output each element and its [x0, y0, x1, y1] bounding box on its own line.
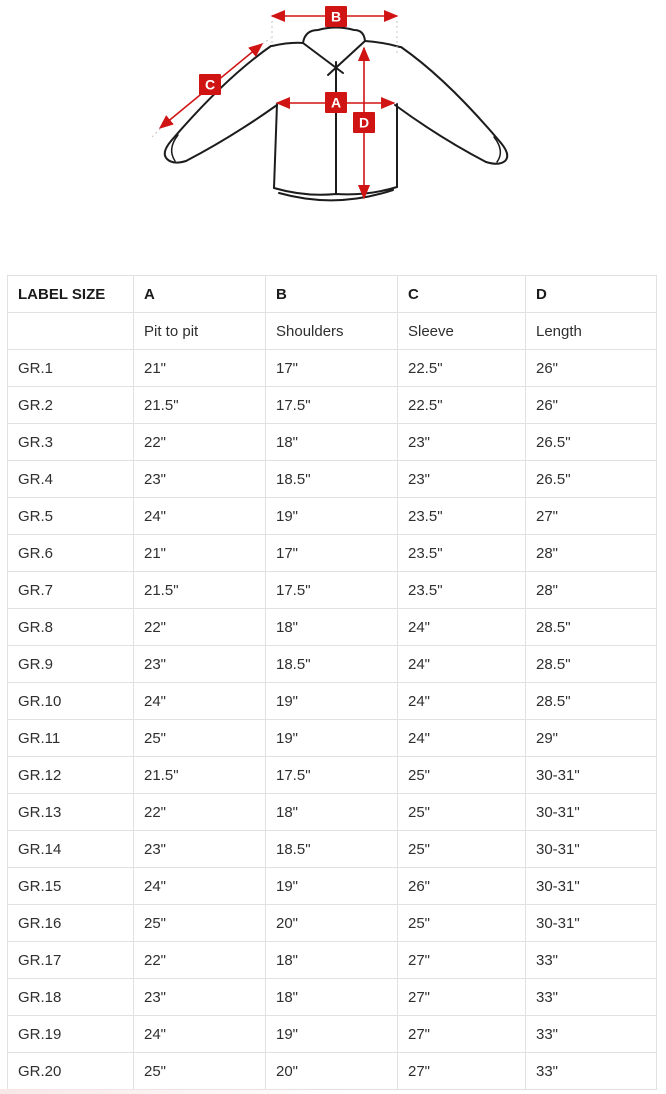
measurement-cell: 28" — [526, 572, 657, 609]
measurement-cell: 25" — [398, 831, 526, 868]
size-label-cell: GR.18 — [8, 979, 134, 1016]
measurement-cell: 21.5" — [134, 572, 266, 609]
measurement-cell: 18.5" — [266, 461, 398, 498]
table-row — [8, 646, 657, 683]
size-table-body — [8, 350, 657, 1090]
header-col-c: C — [398, 276, 526, 313]
size-label-cell: GR.9 — [8, 646, 134, 683]
measurement-cell: 28.5" — [526, 683, 657, 720]
measurement-cell: 28.5" — [526, 646, 657, 683]
measurement-cell: 30-31" — [526, 905, 657, 942]
table-row — [8, 609, 657, 646]
size-label-cell: GR.2 — [8, 387, 134, 424]
size-label-cell: GR.17 — [8, 942, 134, 979]
table-row — [8, 683, 657, 720]
measurement-cell: 26.5" — [526, 424, 657, 461]
measurement-cell: 17.5" — [266, 387, 398, 424]
size-label-cell: GR.14 — [8, 831, 134, 868]
measurement-cell: 25" — [134, 905, 266, 942]
table-row — [8, 1016, 657, 1053]
measurement-cell: 26" — [526, 350, 657, 387]
size-label-cell: GR.20 — [8, 1053, 134, 1090]
measurement-cell: 25" — [398, 794, 526, 831]
measurement-cell: 23" — [398, 461, 526, 498]
table-row — [8, 942, 657, 979]
measure-label-c — [199, 74, 221, 95]
table-header-row — [8, 276, 657, 313]
table-row — [8, 387, 657, 424]
measurement-cell: 19" — [266, 683, 398, 720]
measurement-cell: 23.5" — [398, 572, 526, 609]
measurement-cell: 22" — [134, 609, 266, 646]
size-label-cell: GR.7 — [8, 572, 134, 609]
measure-label-d — [353, 112, 375, 133]
table-row — [8, 498, 657, 535]
measurement-cell: 27" — [398, 942, 526, 979]
measurement-cell: 18" — [266, 609, 398, 646]
measurement-cell: 23.5" — [398, 498, 526, 535]
measurement-cell: 22.5" — [398, 387, 526, 424]
measurement-cell: 24" — [134, 498, 266, 535]
measurement-cell: 33" — [526, 979, 657, 1016]
size-label-cell: GR.15 — [8, 868, 134, 905]
table-row — [8, 572, 657, 609]
table-row — [8, 720, 657, 757]
table-row — [8, 424, 657, 461]
measure-label-b — [325, 6, 347, 27]
subheader-empty-cell — [8, 313, 134, 350]
shirt-outline — [165, 28, 508, 201]
subheader-length: Length — [526, 313, 657, 350]
shirt-measurement-diagram — [0, 0, 666, 275]
measurement-cell: 24" — [398, 683, 526, 720]
svg-text:D: D — [358, 114, 370, 131]
measurement-cell: 28.5" — [526, 609, 657, 646]
header-col-a: A — [134, 276, 266, 313]
svg-text:C: C — [204, 76, 216, 93]
measurement-cell: 24" — [398, 609, 526, 646]
table-row — [8, 350, 657, 387]
measurement-cell: 19" — [266, 720, 398, 757]
measurement-cell: 25" — [134, 720, 266, 757]
measurement-cell: 24" — [134, 1016, 266, 1053]
svg-text:A: A — [330, 94, 342, 111]
size-label-cell: GR.10 — [8, 683, 134, 720]
measurement-cell: 27" — [398, 979, 526, 1016]
measurement-cell: 26" — [526, 387, 657, 424]
measurement-cell: 25" — [398, 757, 526, 794]
measurement-cell: 26" — [398, 868, 526, 905]
measurement-cell: 20" — [266, 905, 398, 942]
header-label-size: LABEL SIZE — [8, 276, 134, 313]
table-row — [8, 794, 657, 831]
measurement-cell: 18" — [266, 942, 398, 979]
subheader-pit-to-pit: Pit to pit — [134, 313, 266, 350]
measurement-cell: 29" — [526, 720, 657, 757]
table-subheader-row — [8, 313, 657, 350]
measurement-cell: 23" — [134, 461, 266, 498]
measurement-cell: 17" — [266, 350, 398, 387]
size-label-cell: GR.12 — [8, 757, 134, 794]
table-row — [8, 461, 657, 498]
table-row — [8, 831, 657, 868]
table-row — [8, 757, 657, 794]
size-label-cell: GR.4 — [8, 461, 134, 498]
measurement-cell: 27" — [526, 498, 657, 535]
measurement-cell: 27" — [398, 1016, 526, 1053]
measurement-cell: 21" — [134, 350, 266, 387]
measurement-cell: 23" — [134, 646, 266, 683]
svg-text:B: B — [330, 8, 342, 25]
measure-label-a — [325, 92, 347, 113]
measurement-cell: 19" — [266, 1016, 398, 1053]
measurement-cell: 30-31" — [526, 794, 657, 831]
table-row — [8, 535, 657, 572]
measurement-cell: 23" — [134, 831, 266, 868]
measurement-cell: 25" — [134, 1053, 266, 1090]
size-label-cell: GR.11 — [8, 720, 134, 757]
header-col-b: B — [266, 276, 398, 313]
measurement-cell: 33" — [526, 942, 657, 979]
table-row — [8, 905, 657, 942]
size-label-cell: GR.19 — [8, 1016, 134, 1053]
measurement-cell: 24" — [398, 720, 526, 757]
measurement-cell: 30-31" — [526, 868, 657, 905]
measurement-cell: 23" — [134, 979, 266, 1016]
measurement-cell: 25" — [398, 905, 526, 942]
size-label-cell: GR.6 — [8, 535, 134, 572]
measurement-cell: 19" — [266, 868, 398, 905]
measurement-cell: 30-31" — [526, 831, 657, 868]
measurement-cell: 21.5" — [134, 757, 266, 794]
measurement-cell: 18.5" — [266, 646, 398, 683]
measurement-cell: 17.5" — [266, 757, 398, 794]
measurement-cell: 17" — [266, 535, 398, 572]
size-label-cell: GR.8 — [8, 609, 134, 646]
measurement-cell: 24" — [134, 868, 266, 905]
table-row — [8, 868, 657, 905]
measurement-cell: 27" — [398, 1053, 526, 1090]
size-label-cell: GR.1 — [8, 350, 134, 387]
measurement-cell: 22" — [134, 942, 266, 979]
size-label-cell: GR.3 — [8, 424, 134, 461]
size-table — [7, 275, 657, 1090]
subheader-shoulders: Shoulders — [266, 313, 398, 350]
measurement-cell: 30-31" — [526, 757, 657, 794]
table-row — [8, 1053, 657, 1090]
measurement-cell: 23" — [398, 424, 526, 461]
measurement-cell: 18" — [266, 424, 398, 461]
header-col-d: D — [526, 276, 657, 313]
measurement-cell: 22" — [134, 424, 266, 461]
measurement-cell: 23.5" — [398, 535, 526, 572]
measurement-cell: 18.5" — [266, 831, 398, 868]
measurement-cell: 21.5" — [134, 387, 266, 424]
measurement-cell: 19" — [266, 498, 398, 535]
measurement-cell: 24" — [134, 683, 266, 720]
measurement-cell: 22" — [134, 794, 266, 831]
measurement-cell: 21" — [134, 535, 266, 572]
size-label-cell: GR.5 — [8, 498, 134, 535]
measurement-cell: 24" — [398, 646, 526, 683]
measurement-cell: 26.5" — [526, 461, 657, 498]
measurement-cell: 18" — [266, 794, 398, 831]
subheader-sleeve: Sleeve — [398, 313, 526, 350]
size-label-cell: GR.16 — [8, 905, 134, 942]
measurement-cell: 28" — [526, 535, 657, 572]
measurement-cell: 33" — [526, 1053, 657, 1090]
measurement-cell: 20" — [266, 1053, 398, 1090]
measurement-cell: 22.5" — [398, 350, 526, 387]
measurement-cell: 33" — [526, 1016, 657, 1053]
measurement-cell: 18" — [266, 979, 398, 1016]
measurement-cell: 17.5" — [266, 572, 398, 609]
size-label-cell: GR.13 — [8, 794, 134, 831]
table-row — [8, 979, 657, 1016]
